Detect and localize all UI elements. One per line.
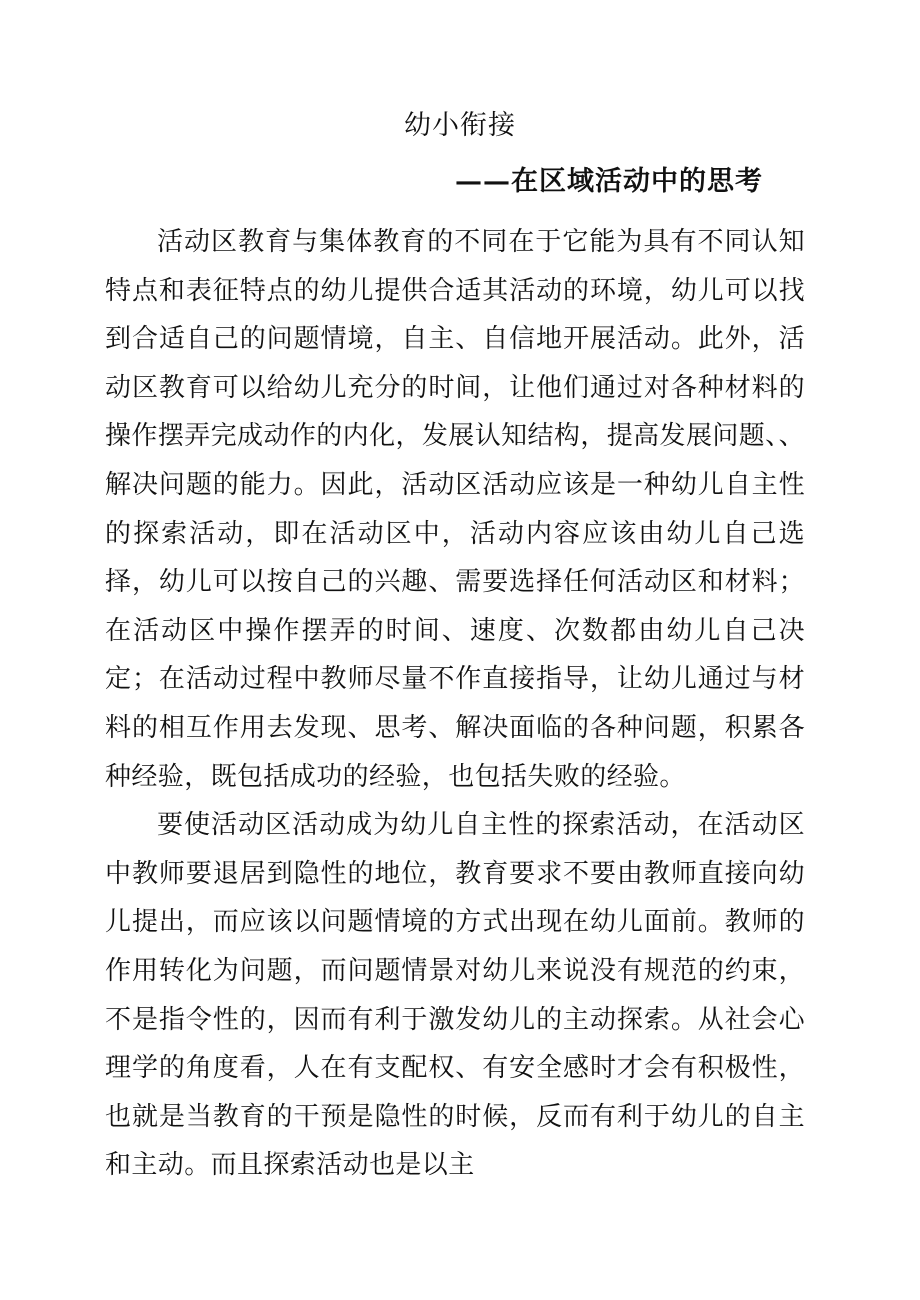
document-subtitle: ——在区域活动中的思考 bbox=[455, 166, 763, 197]
body-paragraph-1: 活动区教育与集体教育的不同在于它能为具有不同认知特点和表征特点的幼儿提供合适其活动的环境，幼儿可以找到合适自己的问题情境，自主、自信地开展活动。此外，活动区教育可以给幼儿充分的时间，让他们通过对各种材料的操作摆弄完成动作的内化，发展认知结构，提高发展问题、、解决问题的能力。因此，活动区活动应该是一种幼儿自主性的探索活动，即在活动区中，活动内容应该由幼儿自己选择，幼儿可以按自己的兴趣、需要选择任何活动区和材料；在活动区中操作摆弄的时间、速度、次数都由幼儿自己决定；在活动过程中教师尽量不作直接指导，让幼儿通过与材料的相互作用去发现、思考、解决面临的各种问题，积累各种经验，既包括成功的经验，也包括失败的经验。 bbox=[105, 227, 805, 792]
document-body bbox=[105, 218, 805, 1190]
document-title: 幼小衔接 bbox=[404, 110, 516, 141]
body-paragraph-2: 要使活动区活动成为幼儿自主性的探索活动，在活动区中教师要退居到隐性的地位，教育要求不要由教师直接向幼儿提出，而应该以问题情境的方式出现在幼儿面前。教师的作用转化为问题，而问题情景对幼儿来说没有规范的约束，不是指令性的，因而有利于激发幼儿的主动探索。从社会心理学的角度看，人在有支配权、有安全感时才会有积极性，也就是当教育的干预是隐性的时候，反而有利于幼儿的自主和主动。而且探索活动也是以主 bbox=[105, 810, 805, 1181]
